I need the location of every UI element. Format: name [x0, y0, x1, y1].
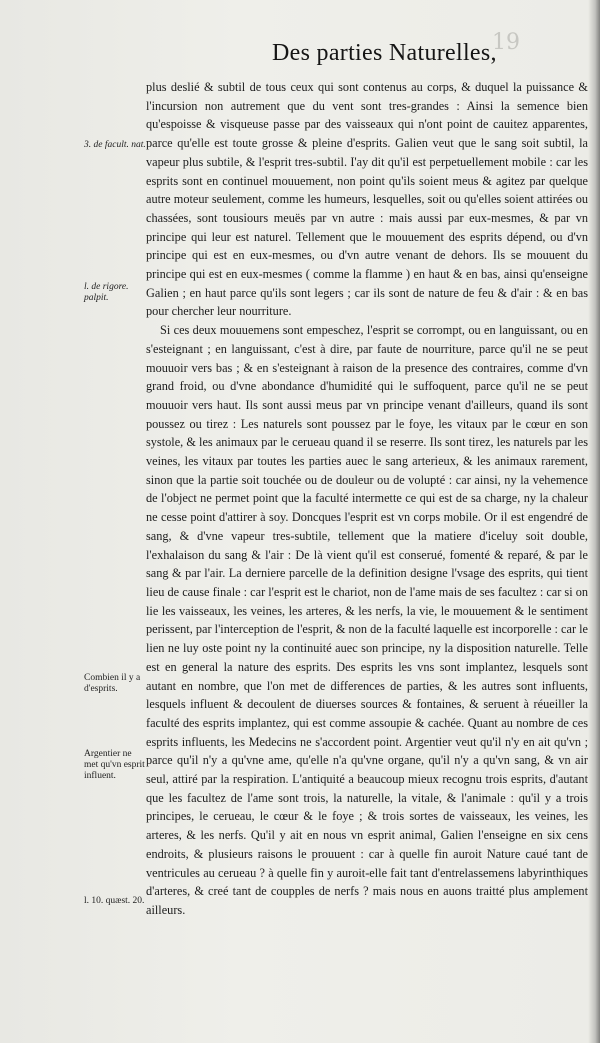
margin-note: Argentier ne met qu'vn esprit influent. — [84, 749, 145, 781]
margin-note: Combien il y a d'esprits. — [84, 673, 141, 694]
margin-note: 3. de facult. nat. — [84, 140, 146, 150]
paragraph: Si ces deux mouuemens sont empeschez, l'esprit se corrompt, ou en languissant, ou en s'esteignant ; en languissant, c'est à dire, par faute de nourriture, parce qu'il ne se peut mouuoir vers bas ; & en s'esteignant à raison de la presence des contraires, comme d'vn grand froid, ou d'vne abondance d'humidité qui le suffoquent, parce qu'il ne se peut mouuoir vers haut. Ils sont aussi meus par vn principe venant d'ailleurs, quand ils sont poussez ou tirez : Les naturels sont poussez par le foye, les vitaux par le cœur en son systole, & les animaux par le cerueau quand il se reserre. Ils sont tirez, les naturels par les veines, les vitaux par toutes les parties auec le sang arterieux, & les animaux rarement, sinon que la partie soit touchée ou de douleur ou de volupté : car ainsi, ny la vehemence de l'object ne permet point que la faculté intermette ce qui est de sa charge, ny la chaleur ne cesse point d'attirer à soy. Doncques l'esprit est vn corps mobile. Or il est engendré de sang, & d'vne vapeur tres-subtile, tellement que la matiere d'iceluy soit double, l'exhalaison du sang & l'air : De là vient qu'il est conserué, fomenté & reparé, & par le sang & par l'air. La derniere parcelle de la definition designe l'vsage des esprits, qui tient lieu de cause finale : car l'esprit est le chariot, non de l'ame mais de ses facultez : car si on lie les vaisseaux, les veines, les arteres, & les nerfs, la vie, le mouuement & le sentiment perissent, par l'interception de l'esprit, & non de la faculté laquelle est incorporelle : car le lien ne luy oste point ny la continuité auec son principe, ny la disposition naturelle. Telle est en general la nature des esprits. Des esprits les vns sont implantez, lesquels sont autant en nombre, que l'on met de differences de parties, & les autres sont influents, lesquels influent & decoulent de diuerses sources & fontaines, & seruent à réueiller la faculté des esprits implantez, qui est comme assoupie & cachée. Quant au nombre de ces esprits influents, les Medecins ne s'accordent point. Argentier veut qu'il n'y en ait qu'vn ; parce qu'il n'y a qu'vne ame, qu'elle n'a qu'vne organe, qu'il n'y a qu'vn sang, & vn air seul, attiré par la respiration. L'antiquité a beaucoup mieux recognu trois esprits, d'autant que les facultez de l'ame sont trois, la naturelle, la vitale, & l'animale : qu'il y a trois principes, le cerueau, le cœur & le foye ; & trois sortes de vaisseaux, les veines, les arteres, & les nerfs. Qu'il y ait en nous vn esprit animal, Galien l'enseigne en six cens endroits, & plusieurs raisons le prouuent : car à quelle fin auroit Nature caué tant de ventricules au cerueau ? à quelle fin y auroit-elle fait tant d'entrelassemens labyrinthiques d'arteres, & creé tant de coupples de nerfs ? mais nous en auons traitté plus amplement ailleurs. — [146, 323, 588, 917]
margin-note: l. de rigore. palpit. — [84, 282, 129, 303]
paragraph: plus deslié & subtil de tous ceux qui sont contenus au corps, & duquel la puissance & l'incursion non autrement que du vent sont tres-grandes : Ainsi la semence bien qu'espoisse & visqueuse passe par des vaisseaux qui n'ont point de cauitez apparentes, parce qu'elle est toute grosse & pleine d'esprits. Galien veut que le sang soit subtil, la vapeur plus subtile, & l'esprit tres-subtil. I'ay dit qu'il est perpetuellement mobile : car les esprits sont en continuel mouuement, non point qu'ils soient meus & agitez par quelque autre moteur seulement, comme les humeurs, lesquelles, soit ou qu'elles soient attirées ou chassées, sont tousiours meuës par vn autre : mais aussi par eux-mesmes, & par vn principe qui leur est naturel. Tellement que le mouuement des esprits dépend, ou d'vn principe qui est en eux-mesmes, ou d'vn autre venant de dehors. Ils se mouuent du principe qui est en eux-mesmes ( comme la flamme ) en haut & en bas, ainsi qu'enseigne Galien ; en haut parce qu'ils sont legers ; car ils sont de nature de feu & d'air : & en bas pour chercher leur nourriture. — [146, 80, 588, 319]
body-text — [146, 78, 588, 920]
bleed-through-folio: 19 — [492, 30, 520, 55]
margin-note: l. 10. quæst. 20. — [84, 896, 145, 906]
running-head: Des parties Naturelles, — [272, 40, 497, 66]
gutter-shadow — [588, 0, 600, 1043]
